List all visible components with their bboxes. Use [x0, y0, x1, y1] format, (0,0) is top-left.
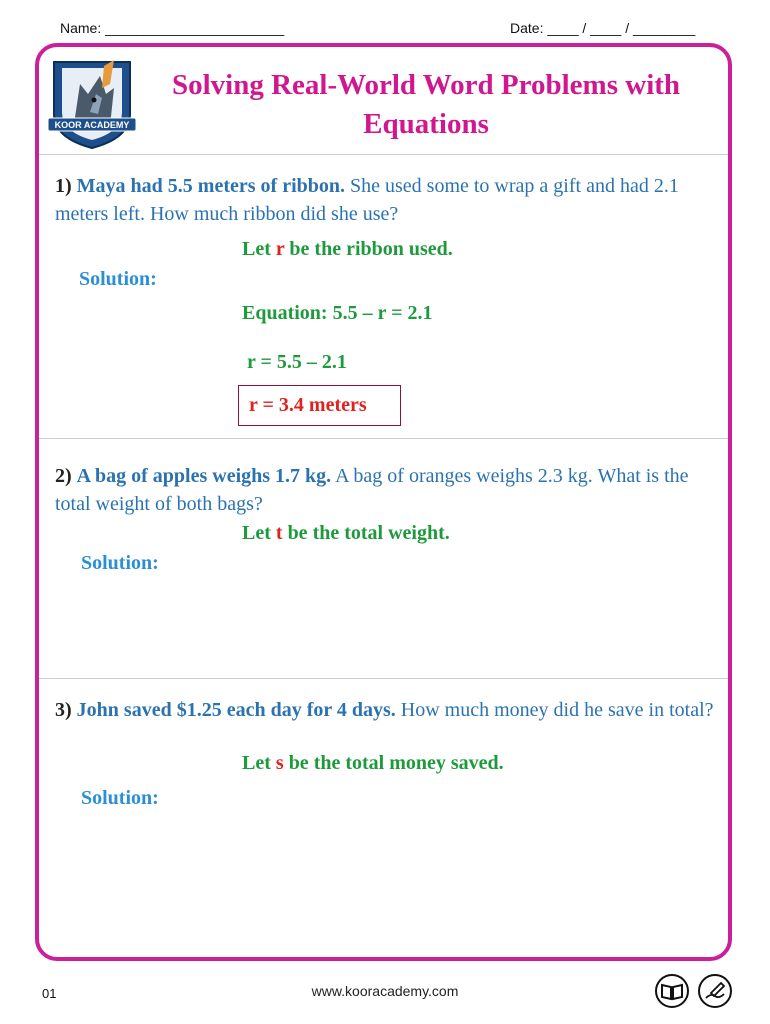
divider [39, 678, 728, 679]
problem-1 [55, 172, 715, 228]
divider [39, 438, 728, 439]
solution-label-3: Solution: [81, 787, 159, 809]
svg-text:KOOR ACADEMY: KOOR ACADEMY [54, 120, 130, 130]
answer-box: r = 3.4 meters [238, 385, 401, 426]
variable: s [275, 752, 284, 774]
variable: r [275, 238, 285, 260]
let-prefix: Let [242, 522, 276, 544]
problem-3 [55, 696, 715, 724]
solution-label-2: Solution: [81, 552, 159, 574]
page-number: 01 [42, 986, 57, 1001]
writing-hand-icon [697, 973, 733, 1009]
problem-text: A bag of oranges weighs 2.3 kg. What is the total weight of both bags? [55, 465, 689, 515]
let-statement-1 [242, 238, 453, 261]
problem-bold-text: A bag of apples weighs 1.7 kg. [76, 465, 332, 487]
divider [39, 154, 728, 155]
title-line-1: Solving Real-World Word Problems with [171, 69, 681, 101]
let-suffix: be the total money saved. [283, 752, 504, 774]
problem-2 [55, 462, 715, 518]
title-line-2: Equations [363, 108, 489, 140]
let-statement-2 [242, 522, 450, 545]
let-prefix: Let [242, 752, 276, 774]
variable: t [275, 522, 283, 544]
let-suffix: be the ribbon used. [284, 238, 453, 260]
worksheet-title [146, 66, 706, 144]
problem-bold-text: John saved $1.25 each day for 4 days. [76, 699, 396, 721]
solution-label-1: Solution: [79, 268, 157, 290]
let-prefix: Let [242, 238, 276, 260]
name-field: Name: _______________________ [60, 20, 285, 36]
equation-step: r = 5.5 – 2.1 [247, 351, 347, 373]
equation: Equation: 5.5 – r = 2.1 [242, 302, 433, 324]
koor-academy-logo [44, 54, 140, 150]
book-icon [654, 973, 690, 1009]
problem-number: 2) [55, 465, 72, 487]
problem-number: 1) [55, 175, 72, 197]
problem-text: How much money did he save in total? [395, 699, 714, 721]
date-field: Date: ____ / ____ / ________ [510, 20, 696, 36]
footer-url[interactable]: www.kooracademy.com [311, 983, 459, 999]
problem-bold-text: Maya had 5.5 meters of ribbon. [76, 175, 345, 197]
let-suffix: be the total weight. [282, 522, 450, 544]
problem-text: She used some to wrap a gift and had 2.1 meters left. How much ribbon did she use? [55, 175, 679, 225]
problem-number: 3) [55, 699, 72, 721]
let-statement-3 [242, 752, 504, 775]
